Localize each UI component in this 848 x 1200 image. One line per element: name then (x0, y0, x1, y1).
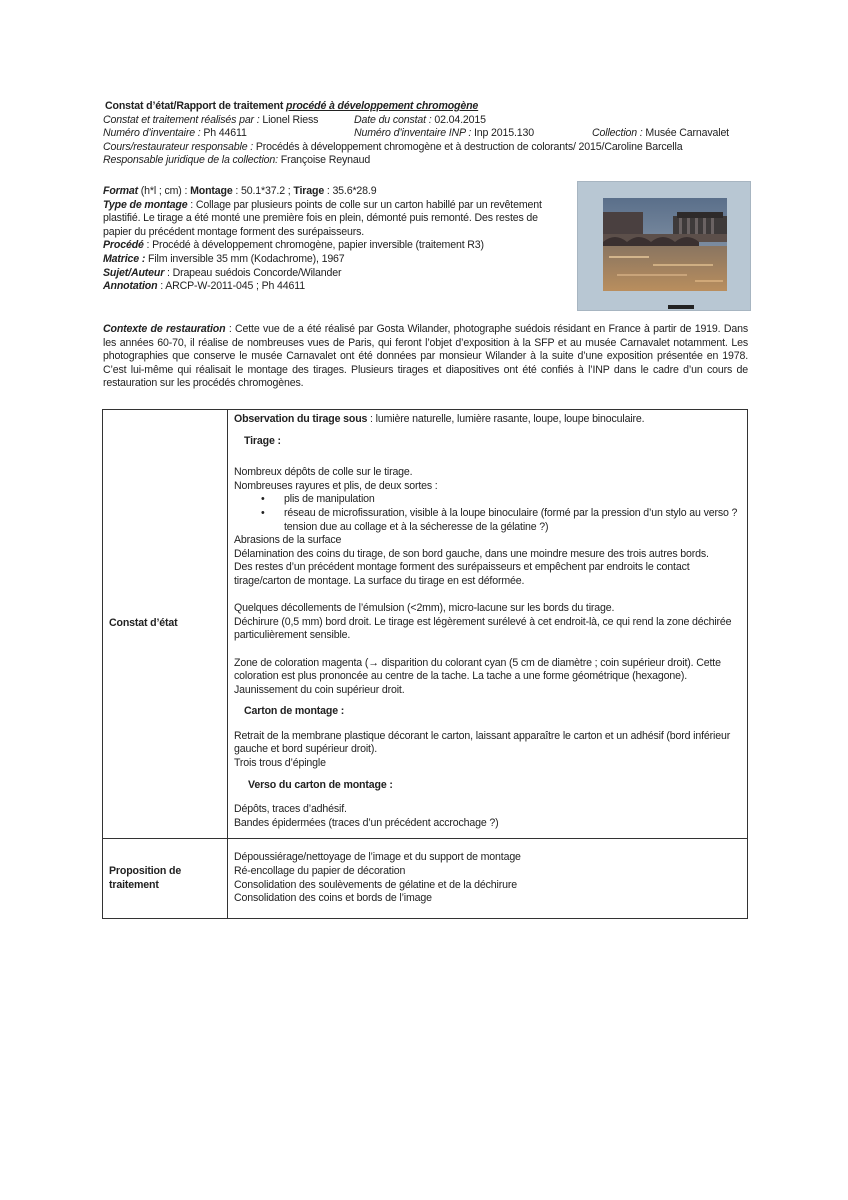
title-process: procédé à développement chromogène (286, 100, 479, 112)
montage-label: Montage (190, 185, 233, 197)
damage-list-item: • réseau de microfissuration, visible à la loupe binoculaire (formé par la pression d’un stylo au verso ? tension due au collage et à la sécheresse de la gélatine ?) (284, 507, 743, 534)
tirage-line: Abrasions de la surface (234, 534, 342, 547)
treatment-line: Consolidation des coins et bords de l’image (234, 892, 432, 905)
cours-value: Procédés à développement chromogène et à destruction de colorants/ 2015/Caroline Barcella (253, 140, 683, 153)
tirage-line: Délamination des coins du tirage, de son bord gauche, dans une moindre mesure des trois autres bords. (234, 547, 709, 560)
date-label: Date du constat : (354, 113, 432, 126)
object-details (103, 185, 568, 294)
resp-value: Françoise Reynaud (277, 154, 371, 167)
verso-heading: Verso du carton de montage : (248, 778, 393, 791)
date-value: 02.04.2015 (431, 113, 486, 126)
verso-line: Dépôts, traces d’adhésif. (234, 803, 347, 816)
observation-value: : lumière naturelle, lumière rasante, loupe, loupe binoculaire. (367, 413, 645, 425)
cours-label: Cours/restaurateur responsable : (103, 140, 254, 153)
tirage-line: Nombreuses rayures et plis, de deux sortes : (234, 479, 438, 492)
tirage-line: Zone de coloration magenta (→ disparition du colorant cyan (5 cm de diamètre ; coin supérieur droit). Cette coloration est plus prononcée au centre de la tache. La tache a une forme géométrique (hexagone). (234, 656, 721, 683)
tirage-line: Quelques décollements de l’émulsion (<2mm), micro-lacune sur les bords du tirage. (234, 602, 615, 615)
collection-label: Collection : (592, 127, 643, 140)
collection-value: Musée Carnavalet (642, 127, 729, 140)
context-label: Contexte de restauration (103, 323, 226, 335)
annotation-row (103, 280, 568, 294)
format-label: Format (103, 185, 139, 197)
treatment-line: Dépoussiérage/nettoyage de l’image et du support de montage (234, 851, 521, 864)
condition-row (103, 410, 748, 839)
treatment-label: Proposition de traitement (109, 865, 182, 891)
matrice-label: Matrice : (103, 252, 146, 265)
restoration-context (103, 323, 748, 391)
inp-value: Inp 2015.130 (471, 127, 535, 140)
inp-label: Numéro d’inventaire INP : (354, 127, 472, 140)
matrice-row (103, 253, 568, 267)
treatment-content-cell (228, 839, 748, 918)
context-text: : Cette vue de a été réalisé par Gosta Wilander, photographe suédois résidant en France à partir de 1919. Dans les années 60-70, il réalise de nombreuses vues de Paris, qui feront l’objet d’exposition à la SFP et au musée Carnavalet notamment. Les photographies que conserve le musée Carnavalet ont été données par monsieur Wilander à la suite d’une exposition présentée en 1978. C’est lui-même qui réalisait le montage des tirages. Plusieurs tirages et diapositives ont été confiés à l’INP dans le cadre d’un cours de restauration sur les procédés chromogènes. (103, 323, 748, 390)
procede-row (103, 239, 568, 253)
report-header (103, 100, 753, 168)
type-montage-value: : Collage par plusieurs points de colle sur un carton habillé par un revêtement plastifié. Le tirage a été monté une première fois en plein, démonté puis remonté. Des restes de papier du précédent montage forment des surépaisseurs. (103, 198, 542, 238)
procede-label: Procédé (103, 239, 144, 252)
title-prefix: Constat d’état/Rapport de traitement (105, 100, 287, 112)
carton-heading: Carton de montage : (244, 705, 345, 718)
carton-line: Retrait de la membrane plastique décorant le carton, laissant apparaître le carton et un adhésif (bord inférieur gauche et bord supérieur droit). (234, 729, 731, 756)
tirage-line: Jaunissement du coin supérieur droit. (234, 683, 405, 696)
inventory-label-strip (668, 305, 694, 309)
matrice-value: Film inversible 35 mm (Kodachrome), 1967 (145, 252, 345, 265)
sujet-row (103, 267, 568, 281)
report-title (103, 100, 753, 114)
annotation-value: : ARCP-W-2011-045 ; Ph 44611 (157, 280, 305, 293)
verso-line: Bandes épidermées (traces d’un précédent accrochage ?) (234, 816, 499, 829)
condition-content-cell (228, 410, 748, 839)
condition-table (102, 409, 748, 919)
format-unit: (h*l ; cm) : (138, 185, 188, 197)
damage-list-item: • plis de manipulation (284, 493, 743, 507)
cours-row (103, 141, 753, 155)
realisation-row (103, 114, 753, 128)
damage-list (234, 493, 743, 534)
realise-value: Lionel Riess (259, 113, 319, 126)
tirage-value: : 35.6*28.9 (324, 185, 377, 197)
observation-label: Observation du tirage sous (234, 413, 368, 425)
resp-label: Responsable juridique de la collection: (103, 154, 278, 167)
carton-line: Trois trous d’épingle (234, 757, 326, 770)
responsable-row (103, 154, 753, 168)
realise-label: Constat et traitement réalisés par : (103, 113, 260, 126)
annotation-label: Annotation (103, 280, 158, 293)
procede-value: : Procédé à développement chromogène, papier inversible (traitement R3) (143, 239, 484, 252)
format-row (103, 185, 568, 199)
montage-value: : 50.1*37.2 ; (232, 185, 294, 197)
inv-value: Ph 44611 (200, 127, 247, 140)
condition-label: Constat d’état (109, 617, 178, 630)
treatment-row (103, 839, 748, 918)
print-photograph (577, 181, 751, 311)
photograph-image (603, 198, 727, 291)
type-montage-row (103, 199, 568, 240)
tirage-line: Des restes d’un précédent montage forment des surépaisseurs et empêchent par endroits le contact tirage/carton de montage. La surface du tirage en est déformée. (234, 561, 690, 587)
inv-label: Numéro d’inventaire : (103, 127, 201, 140)
treatment-label-cell (103, 839, 228, 918)
tirage-line: Nombreux dépôts de colle sur le tirage. (234, 466, 413, 479)
tirage-heading: Tirage : (244, 434, 281, 447)
tirage-label: Tirage (293, 185, 325, 197)
sujet-label: Sujet/Auteur (103, 266, 165, 279)
type-montage-label: Type de montage (103, 198, 188, 211)
treatment-line: Consolidation des soulèvements de gélatine et de la déchirure (234, 878, 517, 891)
tirage-line: Déchirure (0,5 mm) bord droit. Le tirage est légèrement surélevé à cet endroit-là, ce qui rend la zone déchirée particulièrement sensible. (234, 615, 732, 642)
treatment-line: Ré-encollage du papier de décoration (234, 865, 406, 878)
sujet-value: : Drapeau suédois Concorde/Wilander (164, 266, 342, 279)
inventory-row (103, 127, 753, 141)
condition-label-cell (103, 410, 228, 839)
